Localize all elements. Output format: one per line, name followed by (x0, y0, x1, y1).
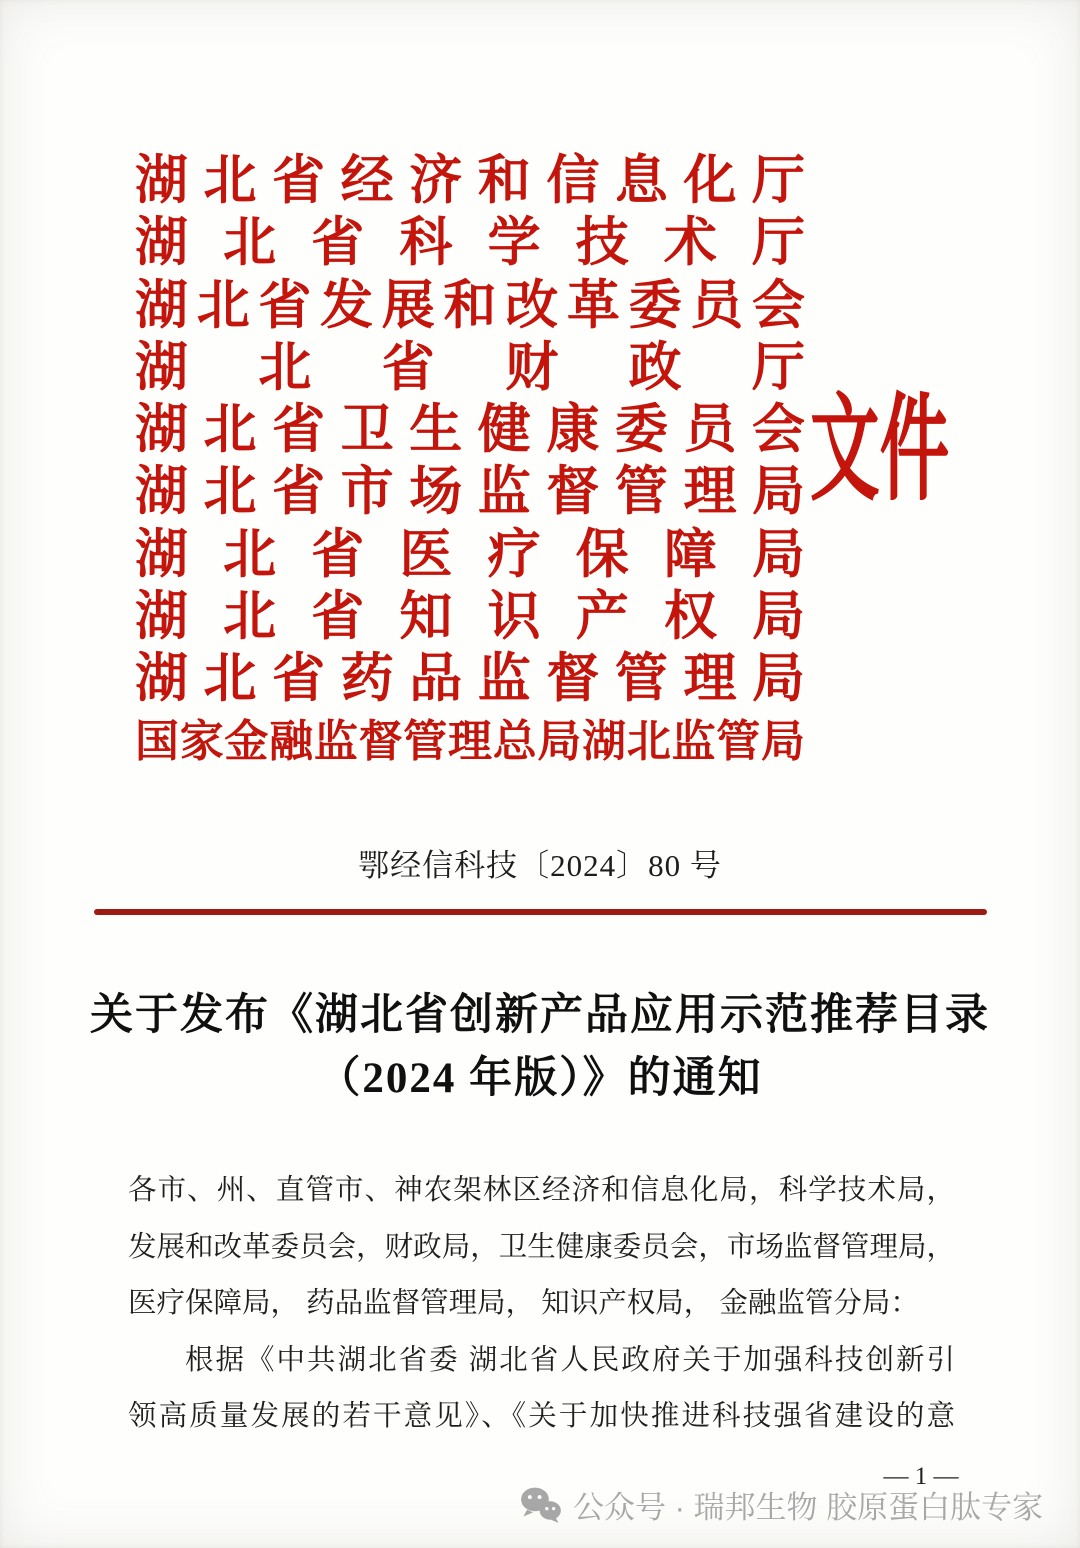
agency-name-line: 湖北省经济和信息化厅 (135, 152, 805, 210)
agency-name-line: 湖北省知识产权局 (135, 588, 805, 647)
body-text-line: 领高质量发展的若干意见》、《关于加快推进科技强省建设的意 (128, 1401, 955, 1432)
red-divider-line (94, 909, 987, 915)
wechat-icon (519, 1486, 562, 1523)
doc-number: 鄂经信科技〔2024〕80 号 (358, 848, 722, 883)
agency-name-line: 湖北省财政厅 (135, 338, 805, 397)
agency-name-line: 湖北省药品监督管理局 (135, 650, 805, 709)
body-text-line: 发展和改革委员会，财政局，卫生健康委员会，市场监督管理局， (128, 1231, 955, 1263)
agency-name-line: 湖北省医疗保障局 (135, 525, 805, 584)
agency-name-line: 湖北省科学技术厅 (135, 214, 805, 273)
agency-name-line: 湖北省发展和改革委员会 (135, 276, 805, 335)
body-text (128, 1163, 955, 1446)
document-title (50, 984, 1030, 1110)
document-title-line2: （2024 年版）》的通知 (317, 1055, 763, 1102)
watermark (519, 1482, 1043, 1527)
agency-name-line: 湖北省卫生健康委员会 (135, 401, 805, 460)
body-text-line: 各市、州、直管市、神农架林区经济和信息化局，科学技术局， (128, 1175, 955, 1206)
document-title-line1: 关于发布《湖北省创新产品应用示范推荐目录 (90, 992, 990, 1039)
body-text-line: 根据《中共湖北省委 湖北省人民政府关于加强科技创新引 (185, 1344, 955, 1376)
page-number: — 1 — (883, 1463, 959, 1490)
wenjian-label: 文件 (810, 387, 950, 515)
body-text-line: 医疗保障局， 药品监督管理局， 知识产权局， 金融监管分局： (128, 1288, 919, 1319)
agency-header-block (135, 150, 805, 773)
watermark-text: 公众号 · 瑞邦生物 胶原蛋白肽专家 (573, 1490, 1044, 1525)
agency-name-line: 湖北省市场监督管理局 (135, 463, 805, 522)
agency-name-line: 国家金融监督管理总局湖北监管局 (135, 716, 805, 766)
